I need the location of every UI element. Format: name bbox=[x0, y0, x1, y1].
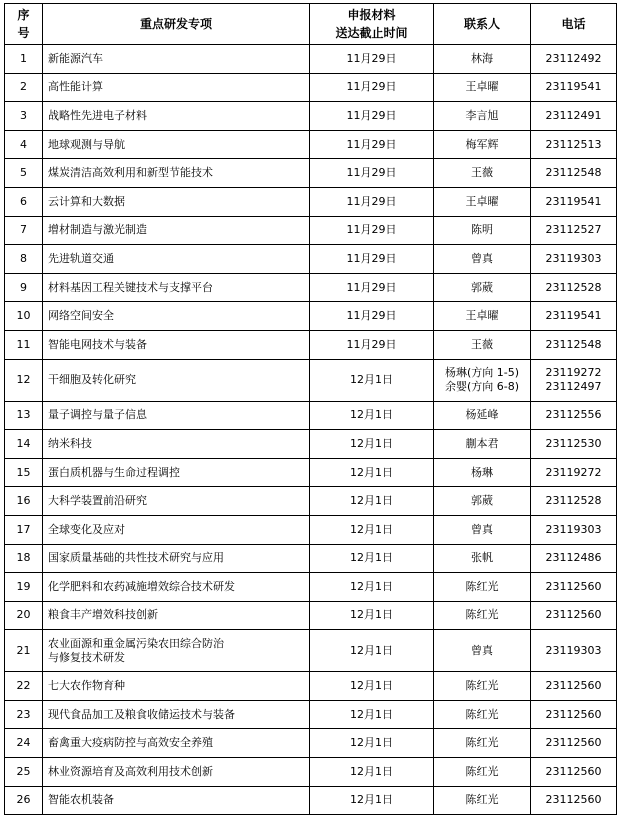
table-row bbox=[5, 729, 617, 758]
contact-person: 王卓曜 bbox=[434, 73, 531, 102]
deadline-date: 11月29日 bbox=[310, 273, 434, 302]
table-row bbox=[5, 430, 617, 459]
table-row bbox=[5, 330, 617, 359]
phone-number: 23112528 bbox=[531, 273, 617, 302]
row-number: 19 bbox=[5, 573, 43, 602]
phone-number: 23112513 bbox=[531, 130, 617, 159]
project-name: 纳米科技 bbox=[43, 430, 310, 459]
phone-number: 23119541 bbox=[531, 187, 617, 216]
phone-number: 23112491 bbox=[531, 102, 617, 131]
contact-person: 李言旭 bbox=[434, 102, 531, 131]
deadline-date: 11月29日 bbox=[310, 245, 434, 274]
project-name: 农业面源和重金属污染农田综合防治 与修复技术研发 bbox=[43, 630, 310, 672]
header-deadline: 申报材料 送达截止时间 bbox=[310, 4, 434, 45]
row-number: 5 bbox=[5, 159, 43, 188]
table-row bbox=[5, 187, 617, 216]
row-number: 2 bbox=[5, 73, 43, 102]
row-number: 18 bbox=[5, 544, 43, 573]
deadline-date: 11月29日 bbox=[310, 73, 434, 102]
table-row bbox=[5, 487, 617, 516]
row-number: 25 bbox=[5, 758, 43, 787]
phone-number: 23112527 bbox=[531, 216, 617, 245]
row-number: 13 bbox=[5, 401, 43, 430]
project-name: 材料基因工程关键技术与支撑平台 bbox=[43, 273, 310, 302]
contact-person: 王卓曜 bbox=[434, 302, 531, 331]
deadline-date: 12月1日 bbox=[310, 786, 434, 815]
phone-number: 23112556 bbox=[531, 401, 617, 430]
phone-number: 23112528 bbox=[531, 487, 617, 516]
phone-number: 23112492 bbox=[531, 45, 617, 74]
project-name: 干细胞及转化研究 bbox=[43, 359, 310, 401]
row-number: 22 bbox=[5, 672, 43, 701]
contact-person: 陈红光 bbox=[434, 700, 531, 729]
project-name: 粮食丰产增效科技创新 bbox=[43, 601, 310, 630]
contact-person: 曾真 bbox=[434, 630, 531, 672]
row-number: 12 bbox=[5, 359, 43, 401]
contact-person: 王卓曜 bbox=[434, 187, 531, 216]
table-row bbox=[5, 786, 617, 815]
contact-person: 陈红光 bbox=[434, 729, 531, 758]
phone-number: 23112560 bbox=[531, 601, 617, 630]
deadline-date: 12月1日 bbox=[310, 430, 434, 459]
deadline-date: 11月29日 bbox=[310, 330, 434, 359]
project-name: 量子调控与量子信息 bbox=[43, 401, 310, 430]
phone-number: 23112560 bbox=[531, 786, 617, 815]
row-number: 20 bbox=[5, 601, 43, 630]
deadline-date: 11月29日 bbox=[310, 130, 434, 159]
deadline-date: 12月1日 bbox=[310, 359, 434, 401]
project-name: 全球变化及应对 bbox=[43, 515, 310, 544]
contact-person: 蒯本君 bbox=[434, 430, 531, 459]
deadline-date: 12月1日 bbox=[310, 700, 434, 729]
row-number: 6 bbox=[5, 187, 43, 216]
row-number: 23 bbox=[5, 700, 43, 729]
table-body bbox=[5, 45, 617, 815]
project-name: 畜禽重大疫病防控与高效安全养殖 bbox=[43, 729, 310, 758]
contact-person: 杨琳 bbox=[434, 458, 531, 487]
deadline-date: 12月1日 bbox=[310, 401, 434, 430]
contact-person: 陈红光 bbox=[434, 672, 531, 701]
header-phone: 电话 bbox=[531, 4, 617, 45]
contact-person: 陈红光 bbox=[434, 786, 531, 815]
phone-number: 23119272 bbox=[531, 458, 617, 487]
table-row bbox=[5, 245, 617, 274]
row-number: 9 bbox=[5, 273, 43, 302]
phone-number: 23112548 bbox=[531, 330, 617, 359]
contact-person: 张帆 bbox=[434, 544, 531, 573]
deadline-date: 11月29日 bbox=[310, 159, 434, 188]
project-name: 智能电网技术与装备 bbox=[43, 330, 310, 359]
phone-number: 23119303 bbox=[531, 630, 617, 672]
phone-number: 23112560 bbox=[531, 700, 617, 729]
deadline-date: 12月1日 bbox=[310, 601, 434, 630]
table-row bbox=[5, 159, 617, 188]
table-row bbox=[5, 758, 617, 787]
phone-number: 23112560 bbox=[531, 672, 617, 701]
project-name: 国家质量基础的共性技术研究与应用 bbox=[43, 544, 310, 573]
deadline-date: 11月29日 bbox=[310, 187, 434, 216]
table-row bbox=[5, 45, 617, 74]
deadline-date: 12月1日 bbox=[310, 758, 434, 787]
table-row bbox=[5, 458, 617, 487]
row-number: 17 bbox=[5, 515, 43, 544]
phone-number: 23112560 bbox=[531, 758, 617, 787]
phone-number: 23119303 bbox=[531, 245, 617, 274]
table-row bbox=[5, 302, 617, 331]
table-row bbox=[5, 700, 617, 729]
contact-person: 陈红光 bbox=[434, 601, 531, 630]
project-name: 大科学装置前沿研究 bbox=[43, 487, 310, 516]
project-name: 七大农作物育种 bbox=[43, 672, 310, 701]
contact-person: 陈红光 bbox=[434, 573, 531, 602]
table-row bbox=[5, 672, 617, 701]
row-number: 10 bbox=[5, 302, 43, 331]
deadline-date: 12月1日 bbox=[310, 515, 434, 544]
phone-number: 23119272 23112497 bbox=[531, 359, 617, 401]
contact-person: 陈明 bbox=[434, 216, 531, 245]
row-number: 21 bbox=[5, 630, 43, 672]
contact-person: 王薇 bbox=[434, 159, 531, 188]
row-number: 11 bbox=[5, 330, 43, 359]
deadline-date: 11月29日 bbox=[310, 45, 434, 74]
contact-person: 陈红光 bbox=[434, 758, 531, 787]
phone-number: 23112560 bbox=[531, 573, 617, 602]
row-number: 4 bbox=[5, 130, 43, 159]
project-name: 蛋白质机器与生命过程调控 bbox=[43, 458, 310, 487]
header-seq: 序 号 bbox=[5, 4, 43, 45]
deadline-date: 12月1日 bbox=[310, 630, 434, 672]
row-number: 14 bbox=[5, 430, 43, 459]
project-name: 高性能计算 bbox=[43, 73, 310, 102]
deadline-date: 11月29日 bbox=[310, 102, 434, 131]
table-row bbox=[5, 630, 617, 672]
header-project: 重点研发专项 bbox=[43, 4, 310, 45]
table-row bbox=[5, 601, 617, 630]
phone-number: 23112486 bbox=[531, 544, 617, 573]
deadline-table bbox=[4, 3, 617, 815]
phone-number: 23119541 bbox=[531, 73, 617, 102]
phone-number: 23119303 bbox=[531, 515, 617, 544]
row-number: 16 bbox=[5, 487, 43, 516]
project-name: 增材制造与激光制造 bbox=[43, 216, 310, 245]
project-name: 现代食品加工及粮食收储运技术与装备 bbox=[43, 700, 310, 729]
project-name: 云计算和大数据 bbox=[43, 187, 310, 216]
row-number: 1 bbox=[5, 45, 43, 74]
project-name: 智能农机装备 bbox=[43, 786, 310, 815]
deadline-date: 12月1日 bbox=[310, 672, 434, 701]
deadline-date: 12月1日 bbox=[310, 573, 434, 602]
table-row bbox=[5, 401, 617, 430]
phone-number: 23112548 bbox=[531, 159, 617, 188]
row-number: 3 bbox=[5, 102, 43, 131]
project-name: 化学肥料和农药减施增效综合技术研发 bbox=[43, 573, 310, 602]
row-number: 24 bbox=[5, 729, 43, 758]
contact-person: 杨琳(方向 1-5) 余婴(方向 6-8) bbox=[434, 359, 531, 401]
table-row bbox=[5, 73, 617, 102]
row-number: 7 bbox=[5, 216, 43, 245]
table-row bbox=[5, 544, 617, 573]
project-name: 网络空间安全 bbox=[43, 302, 310, 331]
phone-number: 23112560 bbox=[531, 729, 617, 758]
contact-person: 郭葳 bbox=[434, 273, 531, 302]
row-number: 26 bbox=[5, 786, 43, 815]
contact-person: 王薇 bbox=[434, 330, 531, 359]
table-row bbox=[5, 515, 617, 544]
contact-person: 曾真 bbox=[434, 245, 531, 274]
contact-person: 梅军辉 bbox=[434, 130, 531, 159]
header-row bbox=[5, 4, 617, 45]
phone-number: 23119541 bbox=[531, 302, 617, 331]
table-row bbox=[5, 216, 617, 245]
deadline-date: 12月1日 bbox=[310, 729, 434, 758]
project-name: 林业资源培育及高效利用技术创新 bbox=[43, 758, 310, 787]
project-name: 新能源汽车 bbox=[43, 45, 310, 74]
deadline-date: 11月29日 bbox=[310, 216, 434, 245]
contact-person: 杨延峰 bbox=[434, 401, 531, 430]
project-name: 地球观测与导航 bbox=[43, 130, 310, 159]
header-contact: 联系人 bbox=[434, 4, 531, 45]
table-row bbox=[5, 273, 617, 302]
row-number: 8 bbox=[5, 245, 43, 274]
phone-number: 23112530 bbox=[531, 430, 617, 459]
contact-person: 林海 bbox=[434, 45, 531, 74]
project-name: 先进轨道交通 bbox=[43, 245, 310, 274]
deadline-date: 12月1日 bbox=[310, 544, 434, 573]
table-row bbox=[5, 102, 617, 131]
contact-person: 郭葳 bbox=[434, 487, 531, 516]
row-number: 15 bbox=[5, 458, 43, 487]
project-name: 战略性先进电子材料 bbox=[43, 102, 310, 131]
table-row bbox=[5, 130, 617, 159]
table-row bbox=[5, 359, 617, 401]
project-name: 煤炭清洁高效利用和新型节能技术 bbox=[43, 159, 310, 188]
deadline-date: 12月1日 bbox=[310, 487, 434, 516]
deadline-date: 11月29日 bbox=[310, 302, 434, 331]
table-row bbox=[5, 573, 617, 602]
contact-person: 曾真 bbox=[434, 515, 531, 544]
deadline-date: 12月1日 bbox=[310, 458, 434, 487]
